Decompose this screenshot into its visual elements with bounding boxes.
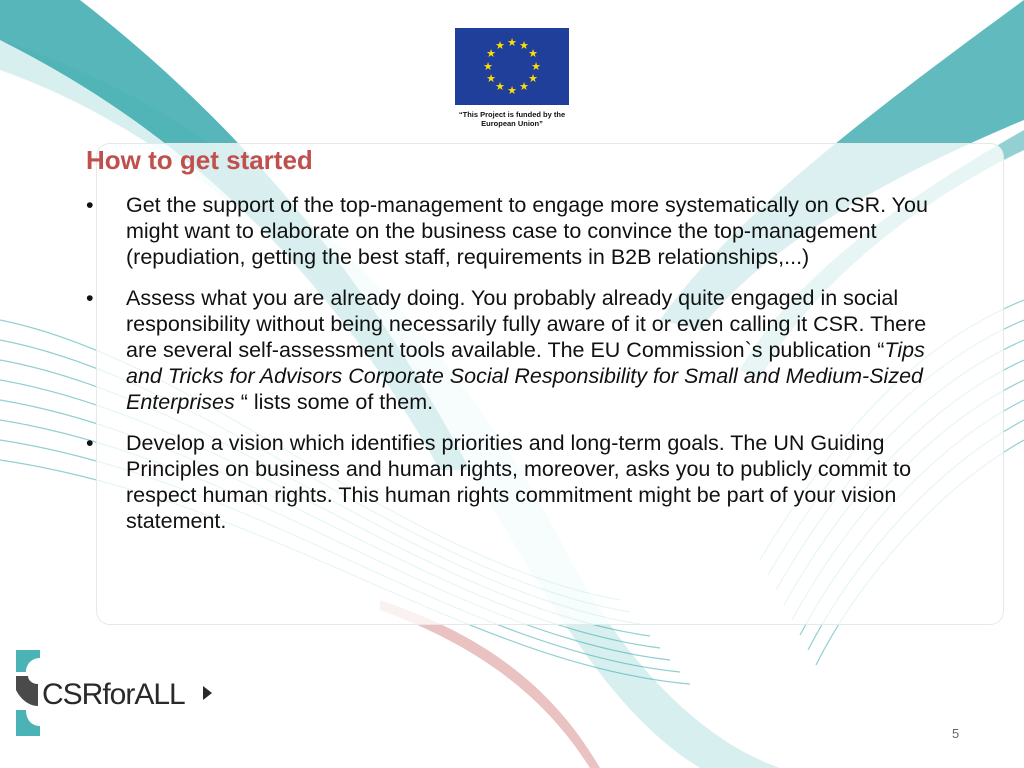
bullet-list <box>86 192 946 549</box>
svg-text:★: ★ <box>507 84 517 97</box>
bullet-marker: • <box>86 431 94 455</box>
svg-text:★: ★ <box>531 60 541 73</box>
csrforall-logo <box>14 650 214 736</box>
eu-stars-icon <box>455 28 569 105</box>
bullet-marker: • <box>86 193 94 217</box>
svg-text:★: ★ <box>486 47 496 60</box>
eu-caption-line1: “This Project is funded by the <box>458 110 566 119</box>
svg-text:★: ★ <box>495 39 505 52</box>
logo-text: CSRforALL <box>42 678 185 711</box>
bullet-item <box>86 430 946 534</box>
bullet-text: Get the support of the top-management to engage more systematically on CSR. You might want to elaborate on the business case to convince the top-management (repudiation, getting the best staff, requirements in B2B relationships,...) <box>126 193 928 269</box>
bullet-item <box>86 192 946 270</box>
logo-brackets-icon <box>14 650 44 736</box>
svg-text:★: ★ <box>495 80 505 93</box>
eu-funding-caption <box>435 110 589 128</box>
svg-text:★: ★ <box>483 60 493 73</box>
publication-title: Tips and Tricks for Advisors Corporate Social Responsibility for Small and Medium-Sized Enterprises <box>126 338 925 414</box>
page-number: 5 <box>952 726 960 741</box>
bullet-text: Assess what you are already doing. You probably already quite engaged in social responsibility without being necessarily fully aware of it or even calling it CSR. There are several self-assessment tools available. The EU Commission`s publication “ <box>126 286 927 362</box>
svg-text:★: ★ <box>528 72 538 85</box>
svg-text:★: ★ <box>519 39 529 52</box>
svg-text:★: ★ <box>519 80 529 93</box>
svg-text:★: ★ <box>528 47 538 60</box>
bullet-text-end: “ lists some of them. <box>234 390 434 414</box>
bullet-item <box>86 285 946 415</box>
slide-title: How to get started <box>86 145 313 175</box>
eu-flag <box>455 28 569 105</box>
eu-caption-line2: European Union” <box>481 119 543 128</box>
bullet-marker: • <box>86 286 94 310</box>
svg-text:★: ★ <box>486 72 496 85</box>
logo-arrow-icon <box>203 686 212 700</box>
svg-text:★: ★ <box>507 36 517 49</box>
bullet-text: Develop a vision which identifies priorities and long-term goals. The UN Guiding Principles on business and human rights, moreover, asks you to publicly commit to respect human rights. This human rights commitment might be part of your vision statement. <box>126 431 912 533</box>
